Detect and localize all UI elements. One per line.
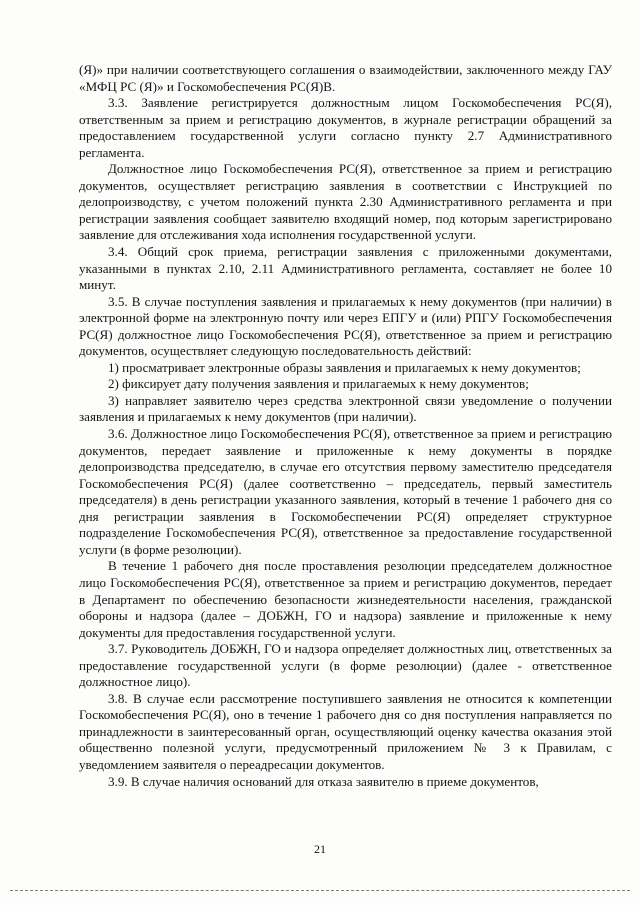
paragraph-3-4: 3.4. Общий срок приема, регистрации заявления с приложенными документами, указанными в пунктах 2.10, 2.11 Административного регламента, составляет не более 10 минут. xyxy=(79,244,612,293)
list-item-2: 2) фиксирует дату получения заявления и прилагаемых к нему документов; xyxy=(108,376,529,392)
paragraph-registration-officer: Должностное лицо Госкомобеспечения РС(Я), ответственное за прием и регистрацию документов, осуществляет регистрацию заявления в соответствии с Инструкцией по делопроизводству, с учетом положений пункта 2.30 Административного регламента и при регистрации заявления сообщает заявителю входящий номер, под которым зарегистрировано заявление для отслеживания хода исполнения государственной услуги. xyxy=(79,161,612,243)
list-item-1: 1) просматривает электронные образы заявления и прилагаемых к нему документов; xyxy=(108,359,581,375)
paragraph-3-8: 3.8. В случае если рассмотрение поступившего заявления не относится к компетенции Госкомобеспечения РС(Я), оно в течение 1 рабочего дня со дня поступления направляется по принадлежности в заинтересованный орган, осуществляющий оценку качества оказания этой общественно полезной услуги, предусмотренный приложением № 3 к Правилам, с уведомлением заявителя о переадресации документов. xyxy=(79,690,612,772)
paragraph-mfc-agreement: (Я)» при наличии соответствующего соглашения о взаимодействии, заключенного между ГАУ «МФЦ РС (Я)» и Госкомобеспечения РС(Я)В. xyxy=(79,62,612,94)
page-number: 21 xyxy=(314,842,326,856)
paragraph-3-5: 3.5. В случае поступления заявления и прилагаемых к нему документов (при наличии) в электронной форме на электронную почту или через ЕПГУ и (или) РПГУ Госкомобеспечения РС(Я) должностное лицо Госкомобеспечения РС(Я), ответственное за прием и регистрацию документов, осуществляет следующую последовательность действий: xyxy=(79,293,612,359)
paragraph-3-6: 3.6. Должностное лицо Госкомобеспечения РС(Я), ответственное за прием и регистрацию документов, передает заявление и приложенные к нему документы в порядке делопроизводства председателю, в случае его отсутствия первому заместителю председателя Госкомобеспечения РС(Я) (далее соответственно – председатель, первый заместитель председателя) в день регистрации указанного заявления, который в течение 1 рабочего дня со дня регистрации заявления в Госкомобеспечении РС(Я) определяет структурное подразделение Госкомобеспечения РС(Я), ответственное за предоставление государственной услуги (в форме резолюции). xyxy=(79,426,612,557)
paragraph-3-7: 3.7. Руководитель ДОБЖН, ГО и надзора определяет должностных лиц, ответственных за предоставление государственной услуги (в форме резолюции) (далее - ответственное должностное лицо). xyxy=(79,641,612,690)
list-item-3: 3) направляет заявителю через средства электронной связи уведомление о получении заявления и прилагаемых к нему документов (при наличии). xyxy=(79,392,612,425)
paragraph-3-3: 3.3. Заявление регистрируется должностным лицом Госкомобеспечения РС(Я), ответственным за прием и регистрацию документов, в журнале регистрации обращений за предоставлением государственной услуги согласно пункту 2.7 Административного регламента. xyxy=(79,95,612,160)
paragraph-3-9: 3.9. В случае наличия оснований для отказа заявителю в приеме документов, xyxy=(108,773,539,789)
scan-edge-divider xyxy=(10,890,630,891)
paragraph-transfer-to-department: В течение 1 рабочего дня после проставления резолюции председателем должностное лицо Госкомобеспечения РС(Я), ответственное за прием и регистрацию документов, передает в Департамент по обеспечению безопасности жизнедеятельности населения, гражданской обороны и надзора (далее – ДОБЖН, ГО и надзора) заявление и приложенные к нему документы для предоставления государственной услуги. xyxy=(79,558,612,640)
document-body xyxy=(79,62,612,790)
